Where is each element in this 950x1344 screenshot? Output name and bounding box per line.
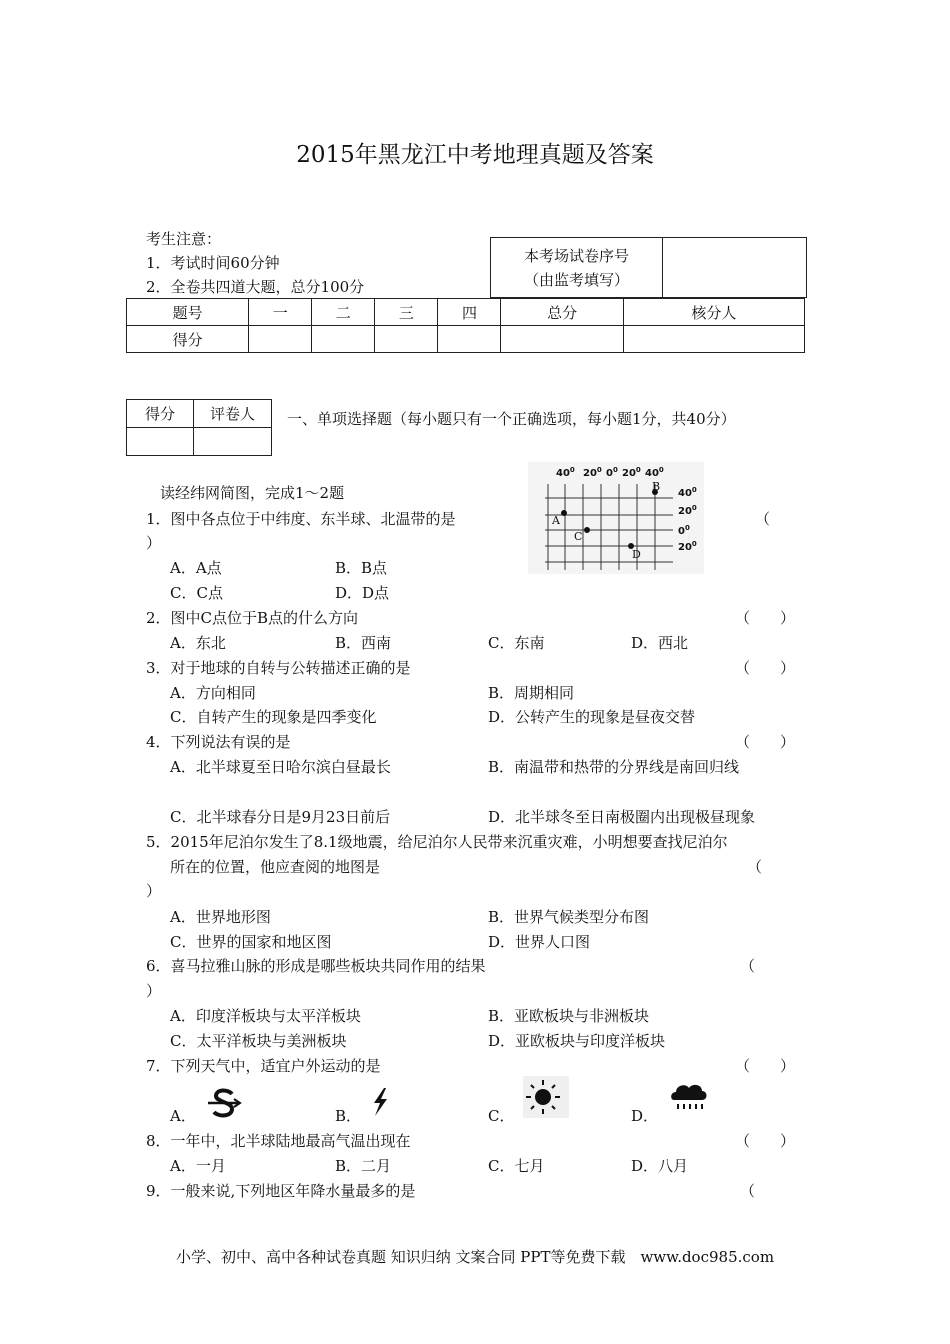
option[interactable]: B．B点	[335, 559, 388, 577]
page-footer: 小学、初中、高中各种试卷真题 知识归纳 文案合同 PPT等免费下载 www.doc985.com	[175, 1248, 775, 1266]
score-header: 四	[438, 299, 501, 326]
option[interactable]: C．	[488, 1107, 515, 1125]
option[interactable]: B．亚欧板块与非洲板块	[488, 1007, 650, 1025]
question-1: 1．图中各点位于中纬度、东半球、北温带的是	[146, 510, 456, 528]
option[interactable]: A．A点	[170, 559, 222, 577]
answer-paren-close: ）	[146, 982, 162, 1000]
question-8: 8．一年中，北半球陆地最高气温出现在	[146, 1132, 411, 1150]
score-cell[interactable]	[312, 326, 375, 353]
option[interactable]: D．公转产生的现象是昼夜交替	[488, 708, 696, 726]
question-2: 2．图中C点位于B点的什么方向	[146, 609, 359, 627]
question-5: 5．2015年尼泊尔发生了8.1级地震，给尼泊尔人民带来沉重灾难，小明想要查找尼泊尔	[146, 833, 728, 851]
answer-paren[interactable]: （ ）	[735, 609, 796, 627]
right-label: $0^0$	[678, 524, 690, 537]
top-label: $20^0$	[622, 466, 641, 479]
option[interactable]: B．世界气候类型分布图	[488, 908, 650, 926]
grader-box	[126, 399, 272, 456]
seat-label-line2: （由监考填写）	[523, 270, 629, 289]
page-title: 2015年黑龙江中考地理真题及答案	[296, 142, 654, 168]
option[interactable]: B．二月	[335, 1157, 392, 1175]
option[interactable]: C．七月	[488, 1157, 545, 1175]
answer-paren[interactable]: （	[740, 957, 756, 975]
answer-paren[interactable]: （ ）	[735, 659, 796, 677]
option[interactable]: B．周期相同	[488, 684, 575, 702]
point-a-label: A	[552, 514, 560, 527]
seat-number-field[interactable]	[663, 238, 807, 298]
score-cell[interactable]	[375, 326, 438, 353]
option[interactable]: A．	[170, 1107, 196, 1125]
section-heading: 一、单项选择题（每小题只有一个正确选项，每小题1分，共40分）	[287, 410, 736, 428]
score-cell[interactable]	[438, 326, 501, 353]
grader-name-field[interactable]	[194, 428, 272, 456]
point-c-label: C	[574, 530, 583, 543]
answer-paren[interactable]: （ ）	[735, 1057, 796, 1075]
score-header: 二	[312, 299, 375, 326]
grader-score-field[interactable]	[127, 428, 194, 456]
top-label: $0^0$	[606, 466, 618, 479]
answer-paren-close: ）	[146, 534, 162, 552]
option[interactable]: D．亚欧板块与印度洋板块	[488, 1032, 666, 1050]
question-5-cont: 所在的位置，他应查阅的地图是	[170, 858, 381, 876]
lightning-icon	[368, 1086, 392, 1118]
score-header: 三	[375, 299, 438, 326]
option[interactable]: C．世界的国家和地区图	[170, 933, 332, 951]
option[interactable]: B．	[335, 1107, 362, 1125]
score-row-label: 得分	[127, 326, 249, 353]
score-table	[126, 298, 805, 353]
option[interactable]: A．方向相同	[170, 684, 256, 702]
answer-paren[interactable]: （	[747, 858, 763, 876]
question-9: 9．一般来说,下列地区年降水量最多的是	[146, 1182, 416, 1200]
score-header: 题号	[127, 299, 249, 326]
notice-item: 2．全卷共四道大题，总分100分	[146, 278, 365, 296]
right-label: $20^0$	[678, 504, 697, 517]
question-4: 4．下列说法有误的是	[146, 733, 291, 751]
score-header: 核分人	[623, 299, 804, 326]
notice-heading: 考生注意：	[146, 230, 222, 248]
right-label: $40^0$	[678, 486, 697, 499]
grader-score-label: 得分	[127, 400, 194, 428]
right-label: $20^0$	[678, 540, 697, 553]
option[interactable]: D．D点	[335, 584, 390, 602]
sandstorm-icon	[204, 1086, 244, 1122]
score-header: 一	[249, 299, 312, 326]
seat-label-line1: 本考场试卷序号	[523, 246, 629, 265]
rain-icon	[668, 1080, 710, 1116]
option[interactable]: B．西南	[335, 634, 392, 652]
section-intro: 读经纬网简图，完成1～2题	[160, 484, 345, 502]
score-header: 总分	[501, 299, 623, 326]
notice-item: 1．考试时间60分钟	[146, 254, 280, 272]
point-a	[561, 510, 567, 516]
option[interactable]: A．世界地形图	[170, 908, 271, 926]
answer-paren[interactable]: （	[755, 510, 771, 528]
question-6: 6．喜马拉雅山脉的形成是哪些板块共同作用的结果	[146, 957, 486, 975]
option[interactable]: C．C点	[170, 584, 223, 602]
question-7: 7．下列天气中，适宜户外运动的是	[146, 1057, 381, 1075]
score-cell[interactable]	[623, 326, 804, 353]
option[interactable]: D．	[631, 1107, 659, 1125]
option[interactable]: A．北半球夏至日哈尔滨白昼最长	[170, 758, 391, 776]
top-label: $20^0$	[583, 466, 602, 479]
option[interactable]: C．太平洋板块与美洲板块	[170, 1032, 347, 1050]
option[interactable]: A．东北	[170, 634, 226, 652]
seat-label	[491, 238, 663, 298]
option[interactable]: D．北半球冬至日南极圈内出现极昼现象	[488, 808, 756, 826]
question-3: 3．对于地球的自转与公转描述正确的是	[146, 659, 411, 677]
answer-paren-close: ）	[146, 882, 162, 900]
option[interactable]: D．西北	[631, 634, 689, 652]
sunny-icon	[523, 1076, 569, 1118]
grader-name-label: 评卷人	[194, 400, 272, 428]
seat-number-box	[490, 237, 807, 298]
option[interactable]: C．北半球春分日是9月23日前后	[170, 808, 391, 826]
option[interactable]: C．自转产生的现象是四季变化	[170, 708, 377, 726]
answer-paren[interactable]: （ ）	[735, 1132, 796, 1150]
lat-lon-grid-figure	[528, 462, 704, 574]
option[interactable]: A．一月	[170, 1157, 226, 1175]
option[interactable]: B．南温带和热带的分界线是南回归线	[488, 758, 740, 776]
score-cell[interactable]	[249, 326, 312, 353]
point-d-label: D	[632, 548, 641, 561]
answer-paren[interactable]: （ ）	[735, 733, 796, 751]
point-c	[584, 527, 590, 533]
point-b-label: B	[652, 480, 661, 493]
top-label: $40^0$	[645, 466, 664, 479]
top-label: $40^0$	[556, 466, 575, 479]
option[interactable]: C．东南	[488, 634, 545, 652]
answer-paren[interactable]: （	[740, 1182, 756, 1200]
option[interactable]: D．世界人口图	[488, 933, 591, 951]
option[interactable]: A．印度洋板块与太平洋板块	[170, 1007, 361, 1025]
option[interactable]: D．八月	[631, 1157, 689, 1175]
score-cell[interactable]	[501, 326, 623, 353]
